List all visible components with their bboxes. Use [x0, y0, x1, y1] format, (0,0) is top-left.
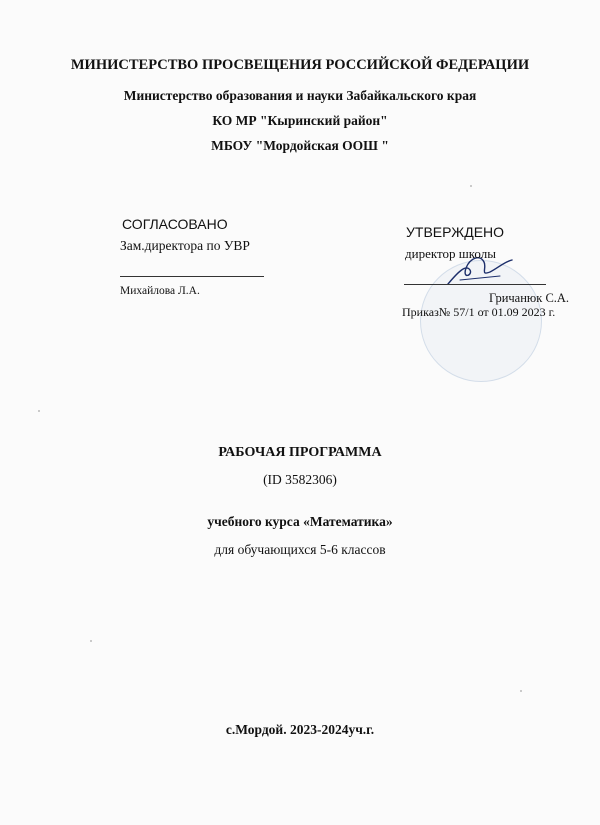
approved-signature-line [404, 284, 546, 285]
ministry-federal: МИНИСТЕРСТВО ПРОСВЕЩЕНИЯ РОССИЙСКОЙ ФЕДЕРАЦИИ [70, 57, 530, 73]
agreed-signature-line [120, 276, 264, 277]
approved-role: директор школы [405, 246, 496, 261]
district-name: КО МР "Кыринский район" [212, 113, 388, 128]
scan-speck [470, 185, 472, 187]
school-name: МБОУ "Мордойская ООШ " [211, 138, 389, 153]
approved-name: Гричанюк С.А. [489, 291, 570, 305]
ministry-regional: Министерство образования и науки Забайкальского края [123, 88, 477, 103]
agreed-title: СОГЛАСОВАНО [122, 216, 228, 232]
scan-speck [38, 410, 40, 412]
course-audience: для обучающихся 5-6 классов [214, 542, 386, 557]
document-id: (ID 3582306) [263, 472, 337, 487]
scan-speck [90, 640, 92, 642]
agreed-name: Михайлова Л.А. [120, 285, 200, 297]
approval-order: Приказ№ 57/1 от 01.09 2023 г. [402, 305, 556, 319]
course-name: учебного курса «Математика» [207, 514, 393, 529]
agreed-role: Зам.директора по УВР [120, 238, 250, 253]
scan-speck [520, 690, 522, 692]
approved-title: УТВЕРЖДЕНО [406, 224, 505, 240]
place-and-year: с.Мордой. 2023-2024уч.г. [225, 722, 375, 737]
document-title: РАБОЧАЯ ПРОГРАММА [218, 445, 382, 460]
